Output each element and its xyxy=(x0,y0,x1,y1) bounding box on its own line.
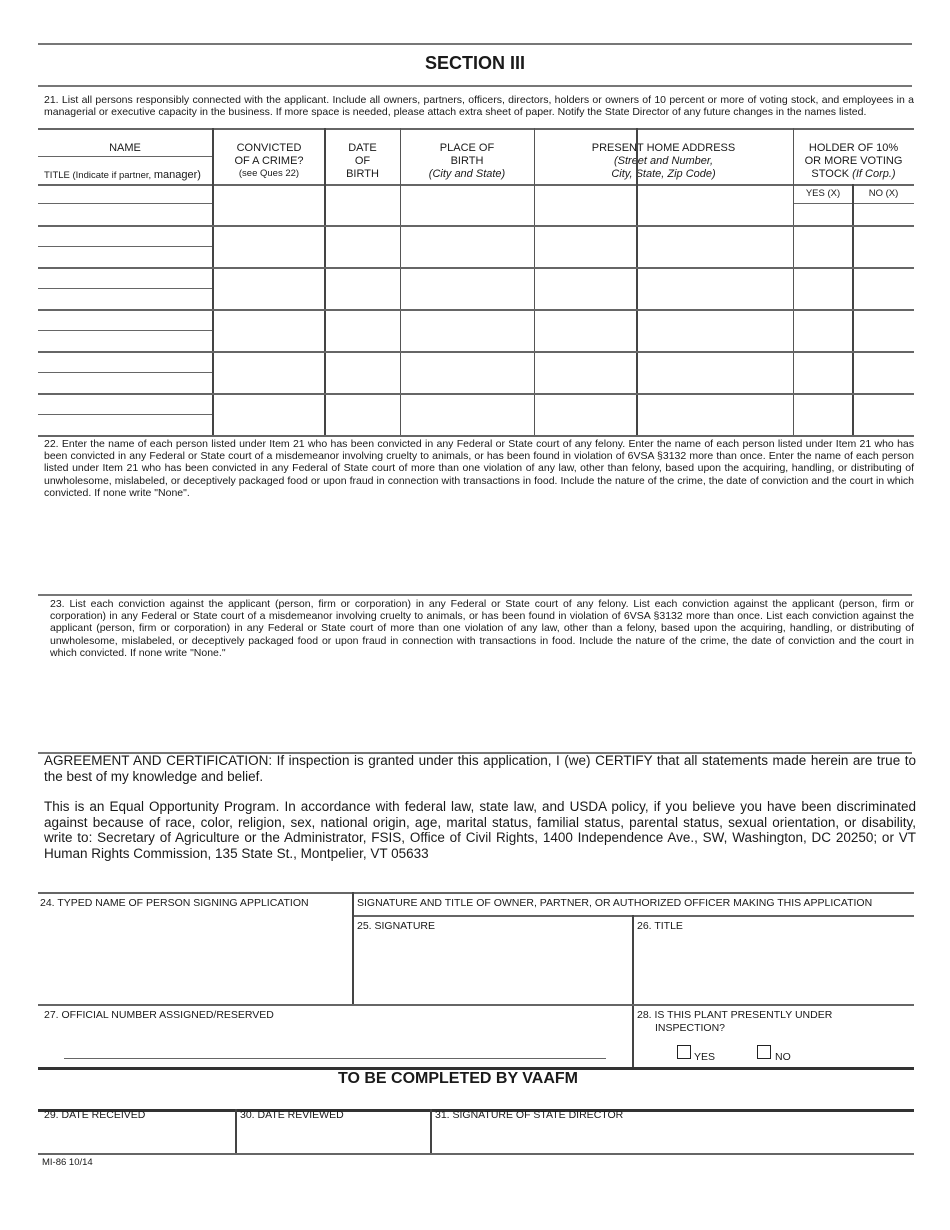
official-number-line xyxy=(64,1058,606,1059)
item28-label-line2: INSPECTION? xyxy=(655,1022,726,1034)
col-divider-4 xyxy=(534,128,535,436)
table-top-rule xyxy=(38,128,914,130)
dob-line2: OF xyxy=(354,155,371,167)
row3-name-rule xyxy=(38,288,212,289)
inspection-no-label: NO xyxy=(775,1051,791,1063)
holder-line3a: STOCK xyxy=(811,168,853,180)
signature-left-divider xyxy=(352,892,354,1005)
vaafm-table-bottom xyxy=(38,1153,914,1155)
dob-header xyxy=(325,142,400,181)
row2-rule xyxy=(38,267,914,269)
item22-instructions: 22. Enter the name of each person listed under Item 21 who has been convicted in any Federal or State court of any felony. Enter the name of each person listed under Item 21 who has been convicted in any Federal or State court of a misdemeanor involving cruelty to animals, or has been found in violation of 6VSA §3132 more than once. Enter the name of each person listed under Item 21 who has been convicted in any Federal of State court of more than one violation of any law, other than felony, based upon the acquiring, handling, or distributing of unwholesome, mislabeled, or deceptively packaged food or upon fraud in connection with transactions in food. Include the nature of the crime, the date of conviction and the court in which convicted. If none write "None". xyxy=(44,438,914,499)
top-rule xyxy=(38,43,912,45)
dob-line3: BIRTH xyxy=(346,168,379,180)
item29-label: 29. DATE RECEIVED xyxy=(44,1109,146,1121)
date-received-field[interactable] xyxy=(40,1124,232,1152)
address-line2: (Street and Number, xyxy=(613,155,714,167)
table-header-bottom xyxy=(38,184,914,186)
pob-line1: PLACE OF xyxy=(439,142,495,154)
name-title-divider xyxy=(38,156,212,157)
state-director-signature-field[interactable] xyxy=(434,1124,912,1152)
inspection-yes-checkbox[interactable] xyxy=(677,1045,691,1059)
row6-name-rule xyxy=(38,414,212,415)
item23-instructions: 23. List each conviction against the applicant (person, firm or corporation) in any Federal or State court of any felony. List each conviction against the applicant (person, firm or corporation) in any Federal or State court of a misdemeanor involving cruelty to animals, or has been found in violation of 6VSA §3132 more than once. List each conviction against the applicant (person, firm or corporation) in any Federal or State court of more than one violation of any law, other than a felony, based upon the acquiring, handling, or distributing of unwholesome, mislabeled, or deceptively packaged food or upon fraud in connection with transactions in food. Include the nature of the crime, the date of conviction and the court in which convicted. If none write "None." xyxy=(50,598,914,659)
pob-header xyxy=(400,142,534,181)
item26-label: 26. TITLE xyxy=(637,920,683,932)
form-number: MI-86 10/14 xyxy=(42,1157,93,1168)
item30-label: 30. DATE REVIEWED xyxy=(240,1109,344,1121)
signature-block-mid xyxy=(38,1004,914,1006)
address-line3: City, State, Zip Code) xyxy=(611,168,716,180)
title-header-suffix: manager) xyxy=(153,169,201,181)
equal-opportunity-statement: This is an Equal Opportunity Program. In accordance with federal law, state law, and USDA policy, if you believe you have been discriminated against because of race, color, religion, sex, national origin, age, marital status, familial status, parental status, sexual orientation, or disability, write to: Secretary of Agriculture or the Administrator, FSIS, Office of Civil Rights, 1400 Independence Ave., SW, Washington, DC 20250; or VT Human Rights Commission, 135 State St., Montpelier, VT 05633 xyxy=(44,799,916,861)
title-field[interactable] xyxy=(636,936,912,1002)
signature-header: SIGNATURE AND TITLE OF OWNER, PARTNER, OR AUTHORIZED OFFICER MAKING THIS APPLICATION xyxy=(357,897,873,909)
convicted-line3: (see Ques 22) xyxy=(238,168,300,179)
inspection-no-checkbox[interactable] xyxy=(757,1045,771,1059)
title-header xyxy=(44,170,214,181)
official-number-field[interactable] xyxy=(64,1026,606,1056)
signature-field[interactable] xyxy=(356,936,628,1002)
item24-label: 24. TYPED NAME OF PERSON SIGNING APPLICATION xyxy=(40,897,309,909)
col-divider-5 xyxy=(636,128,638,436)
holder-line2: OR MORE VOTING xyxy=(804,155,903,167)
col-divider-3 xyxy=(400,128,401,436)
item21-instructions: 21. List all persons responsibly connected with the applicant. Include all owners, partners, officers, directors, holders or owners of 10 percent or more of voting stock, and employees in a managerial or executive capacity in the business. If more space is needed, please attach extra sheet of paper. Notify the State Director of any future changes in the names listed. xyxy=(44,94,914,119)
item28-label-line1: 28. IS THIS PLANT PRESENTLY UNDER xyxy=(637,1009,833,1021)
vaafm-divider-2 xyxy=(430,1109,432,1154)
title-header-prefix: TITLE (Indicate if partner, xyxy=(44,170,154,181)
row2-name-rule xyxy=(38,246,212,247)
address-line1: PRESENT HOME ADDRESS xyxy=(591,142,736,154)
inspection-yes-label: YES xyxy=(694,1051,716,1063)
vaafm-title: TO BE COMPLETED BY VAAFM xyxy=(337,1070,578,1087)
item27-label: 27. OFFICIAL NUMBER ASSIGNED/RESERVED xyxy=(44,1009,274,1021)
pob-line3: (City and State) xyxy=(428,168,506,180)
dob-line1: DATE xyxy=(348,142,377,154)
section-rule xyxy=(38,85,912,87)
row5-name-rule xyxy=(38,372,212,373)
row1-rule xyxy=(38,225,914,227)
signature-right-divider xyxy=(632,915,634,1068)
row4-name-rule xyxy=(38,330,212,331)
date-reviewed-field[interactable] xyxy=(238,1124,428,1152)
row4-rule xyxy=(38,351,914,353)
row1-name-rule xyxy=(38,203,212,204)
section-title: SECTION III xyxy=(424,53,525,73)
col-divider-2 xyxy=(324,128,326,436)
agreement-certification: AGREEMENT AND CERTIFICATION: If inspection is granted under this application, I (we) CERTIFY that all statements made herein are true to the best of my knowledge and belief. xyxy=(44,753,916,784)
item22-bottom-rule xyxy=(38,594,912,596)
col-divider-1 xyxy=(212,128,214,436)
typed-name-field[interactable] xyxy=(40,918,348,1002)
table-bottom-rule xyxy=(38,435,914,437)
yes-column-header: YES (X) xyxy=(805,188,841,199)
holder-line1: HOLDER OF 10% xyxy=(808,142,899,154)
item31-label: 31. SIGNATURE OF STATE DIRECTOR xyxy=(435,1109,624,1121)
convicted-header xyxy=(213,142,325,179)
address-header xyxy=(534,142,793,181)
col-divider-6 xyxy=(793,128,794,436)
holder-header xyxy=(793,142,914,181)
item25-label: 25. SIGNATURE xyxy=(357,920,435,932)
signature-block-top xyxy=(38,892,914,894)
vaafm-divider-1 xyxy=(235,1109,237,1154)
convicted-line2: OF A CRIME? xyxy=(234,155,304,167)
name-header: NAME xyxy=(109,142,141,154)
convicted-line1: CONVICTED xyxy=(236,142,302,154)
pob-line2: BIRTH xyxy=(450,155,484,167)
row3-rule xyxy=(38,309,914,311)
holder-line3b: (If Corp.) xyxy=(852,168,896,180)
no-column-header: NO (X) xyxy=(868,188,899,199)
row5-rule xyxy=(38,393,914,395)
